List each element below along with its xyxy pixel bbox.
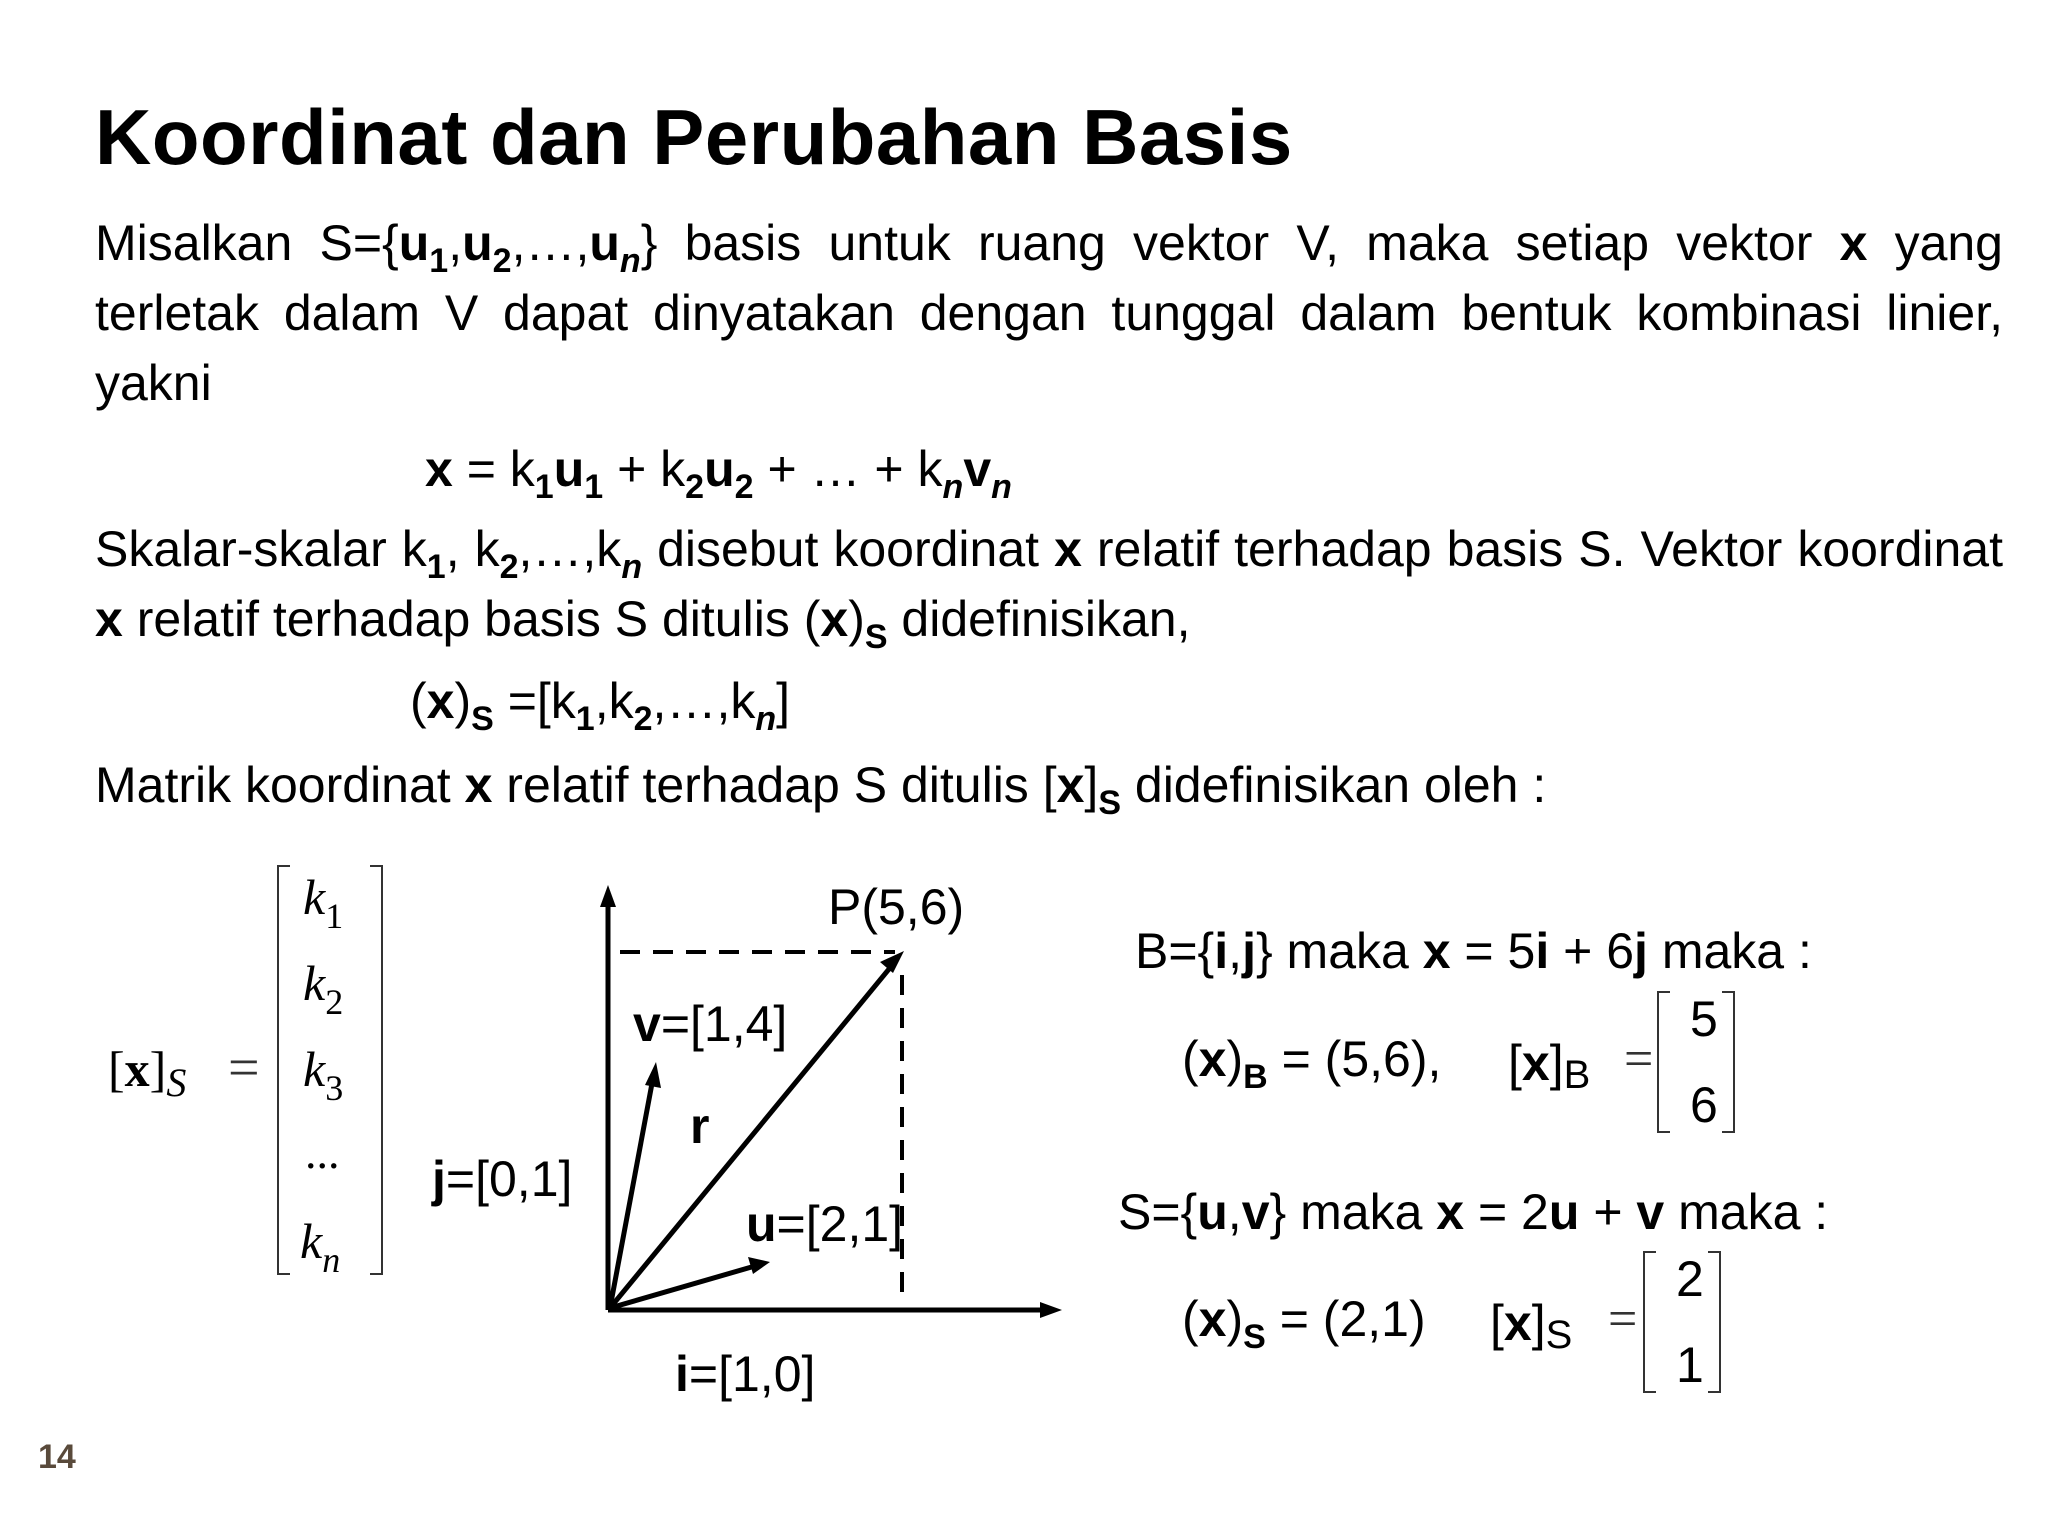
- vector-j-label: j=[0,1]: [432, 1151, 573, 1207]
- vector-u-arrowhead: [748, 1257, 770, 1274]
- paragraph-coordinate-vector: Skalar-skalar $k_1$, $k_2,\dots,k_n$ disebut koordinat x relatif terhadap basis S. Vektor koordinat x relatif terhadap basis S ditulis $(x)_S$ didefinisikan,: [95, 521, 2004, 656]
- example-basis-s-matrix-lhs: [x]S: [1490, 1295, 1573, 1357]
- example-basis-s-matrix-value-1: 2: [1676, 1251, 1704, 1307]
- example-basis-s-matrix-value-2: 1: [1676, 1337, 1704, 1393]
- matrix-element-k3: $k_3$: [303, 1041, 344, 1108]
- example-basis-b-statement: B={i,j} maka x = 5i + 6j maka :: [1135, 923, 1812, 979]
- matrix-element-dots: ...: [305, 1127, 340, 1178]
- paragraph-basis-definition: Misalkan $S=\{u_1,u_2,\dots,u_n\}$ basis untuk ruang vektor V, maka setiap vektor x yang terletak dalam V dapat dinyatakan dengan tunggal dalam bentuk kombinasi linier, yakni: [95, 215, 2003, 411]
- example-basis-b-equals: =: [1624, 1031, 1654, 1088]
- example-basis-s-coordinates: $(x)_S = (2,1)$: [1182, 1291, 1426, 1356]
- slide-title: Koordinat dan Perubahan Basis: [95, 93, 1293, 181]
- equals-sign: =: [228, 1037, 260, 1099]
- equation-linear-combination: $x = k_1u_1 + k_2u_2$ + … + $k_nv_n$: [425, 441, 1012, 506]
- vector-u-line: [610, 1266, 755, 1308]
- example-basis-s-statement: S={u,v} maka x = 2u + v maka :: [1118, 1184, 1829, 1240]
- matrix-element-k1: $k_1$: [303, 869, 344, 936]
- matrix-lhs: $[x]_S$: [108, 1041, 187, 1105]
- example-basis-b-matrix-value-1: 5: [1690, 991, 1718, 1047]
- example-basis-s-equals: =: [1608, 1291, 1638, 1348]
- vector-r-label: r: [690, 1098, 710, 1154]
- page-number: 14: [38, 1438, 76, 1476]
- example-basis-b-matrix-value-2: 6: [1690, 1077, 1718, 1133]
- vector-r-arrowhead: [880, 951, 904, 973]
- vector-u-label: u=[2,1]: [746, 1196, 904, 1252]
- example-basis-b-matrix-lhs: [x]B: [1508, 1035, 1591, 1097]
- y-axis-arrowhead: [600, 885, 616, 907]
- vector-i-label: i=[1,0]: [675, 1346, 816, 1402]
- example-basis-b-coordinates: $(x)_B = (5,6)$,: [1182, 1031, 1442, 1096]
- x-axis-arrowhead: [1040, 1302, 1062, 1318]
- vector-v-arrowhead: [645, 1062, 661, 1088]
- vector-v-label: v=[1,4]: [633, 996, 788, 1052]
- point-p-label: P(5,6): [828, 879, 965, 935]
- vector-v-line: [610, 1078, 653, 1308]
- equation-coordinate-vector: $(x)_S$ $=[k_1,k_2,\dots,k_n]$: [410, 673, 791, 738]
- paragraph-coordinate-matrix: Matrik koordinat x relatif terhadap S ditulis $[x]_S$ didefinisikan oleh :: [95, 757, 1547, 822]
- matrix-element-kn: $k_n$: [300, 1213, 341, 1280]
- matrix-element-k2: $k_2$: [303, 955, 344, 1022]
